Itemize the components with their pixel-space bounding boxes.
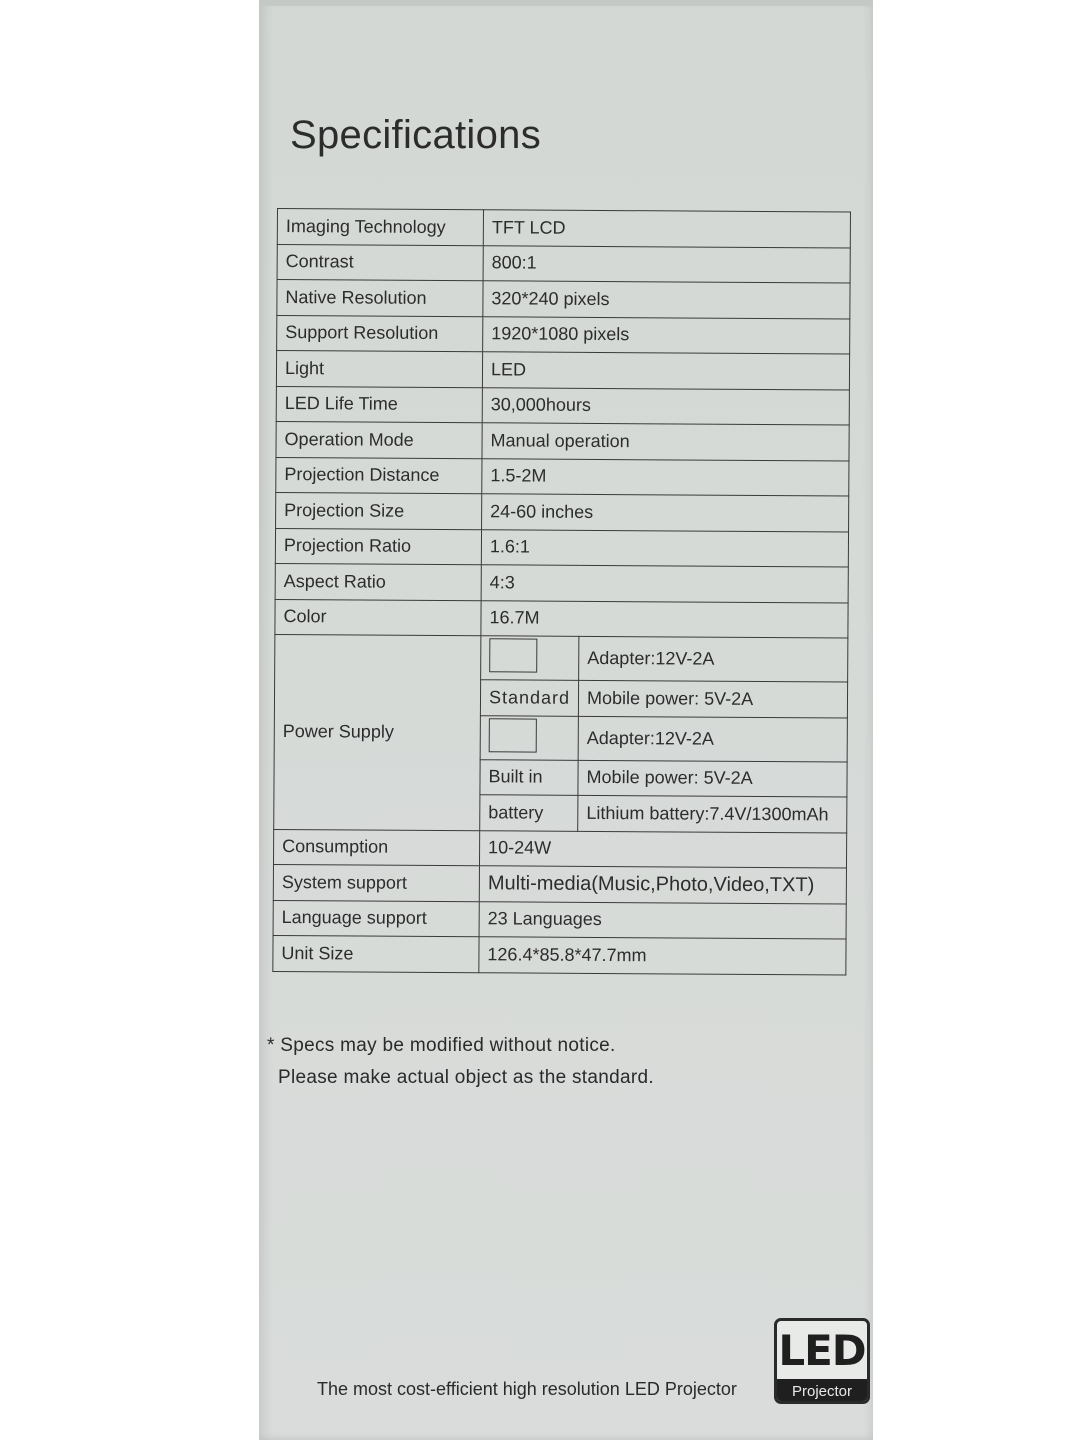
note-line-2: Please make actual object as the standard. [278, 1067, 654, 1088]
spec-label: Color [275, 599, 481, 636]
spec-value: Multi-media(Music,Photo,Video,TXT) [479, 866, 846, 904]
built-in-label-line2: battery [480, 795, 578, 831]
power-supply-label: Power Supply [274, 634, 481, 830]
led-projector-logo [774, 1318, 870, 1404]
built-in-item: Lithium battery:7.4V/1300mAh [578, 795, 847, 832]
spec-value: 24-60 inches [482, 494, 849, 532]
spec-label: Aspect Ratio [275, 563, 481, 600]
spec-label: Light [276, 351, 482, 388]
spec-value: 30,000hours [482, 387, 849, 425]
spec-value: 23 Languages [479, 901, 846, 939]
spec-row-support-resolution [277, 315, 850, 354]
built-in-label-line1: Built in [480, 759, 578, 795]
spec-row-consumption [273, 829, 846, 868]
spec-card [259, 0, 873, 1440]
note-line-1: * Specs may be modified without notice. [267, 1035, 616, 1056]
power-row-1 [275, 634, 848, 681]
spec-value: 320*240 pixels [483, 281, 850, 319]
spec-value: 1.5-2M [482, 458, 849, 496]
standard-box-cell [481, 636, 579, 681]
spec-row-native-resolution [277, 280, 850, 319]
spec-row-operation-mode [276, 421, 849, 460]
tagline: The most cost-efficient high resolution LED Projector [317, 1379, 737, 1399]
spec-row-contrast [277, 244, 850, 283]
spec-label: Unit Size [273, 935, 479, 972]
spec-value: TFT LCD [483, 210, 850, 248]
spec-label: LED Life Time [276, 386, 482, 423]
spec-value: 4:3 [481, 565, 848, 603]
spec-value: Manual operation [482, 423, 849, 461]
background-right [873, 0, 1080, 1440]
spec-label: Consumption [273, 829, 479, 866]
spec-row-language-support [273, 900, 846, 939]
built-in-item: Mobile power: 5V-2A [578, 760, 847, 797]
spec-value: 16.7M [481, 600, 848, 638]
spec-row-color [275, 599, 848, 638]
spec-label: Language support [273, 900, 479, 937]
logo-projector-text: Projector [777, 1379, 867, 1404]
spec-row-unit-size [273, 935, 846, 974]
spec-value: LED [482, 352, 849, 390]
spec-label: Projection Ratio [275, 528, 481, 565]
spec-label: Contrast [277, 244, 483, 281]
checkbox-standard [489, 638, 537, 672]
spec-row-projection-ratio [275, 528, 848, 567]
spec-row-projection-distance [276, 457, 849, 496]
spec-row-system-support [273, 864, 846, 903]
checkbox-built-in [489, 718, 537, 752]
spec-label: Imaging Technology [277, 209, 483, 246]
built-in-box-cell [480, 715, 578, 760]
spec-row-imaging [277, 209, 850, 248]
spec-row-led-life [276, 386, 849, 425]
spec-value: 1920*1080 pixels [483, 316, 850, 354]
spec-table [272, 208, 851, 966]
spec-label: Projection Size [276, 492, 482, 529]
logo-led-text: LED [778, 1325, 866, 1375]
spec-value: 800:1 [483, 245, 850, 283]
spec-value: 1.6:1 [481, 529, 848, 567]
card-top-edge [259, 0, 873, 6]
built-in-item: Adapter:12V-2A [578, 716, 847, 762]
disclaimer-note [267, 1030, 654, 1094]
standard-item: Mobile power: 5V-2A [578, 680, 847, 717]
spec-label: Support Resolution [277, 315, 483, 352]
spec-label: Projection Distance [276, 457, 482, 494]
spec-label: Operation Mode [276, 421, 482, 458]
spec-label: Native Resolution [277, 280, 483, 317]
spec-row-aspect-ratio [275, 563, 848, 602]
spec-value: 10-24W [479, 830, 846, 868]
standard-item: Adapter:12V-2A [579, 636, 848, 682]
spec-label: System support [273, 864, 479, 901]
background-left [0, 0, 259, 1440]
spec-row-light [276, 351, 849, 390]
page-title: Specifications [290, 113, 541, 157]
standard-label: Standard [480, 680, 578, 716]
spec-row-projection-size [276, 492, 849, 531]
spec-value: 126.4*85.8*47.7mm [479, 937, 846, 975]
